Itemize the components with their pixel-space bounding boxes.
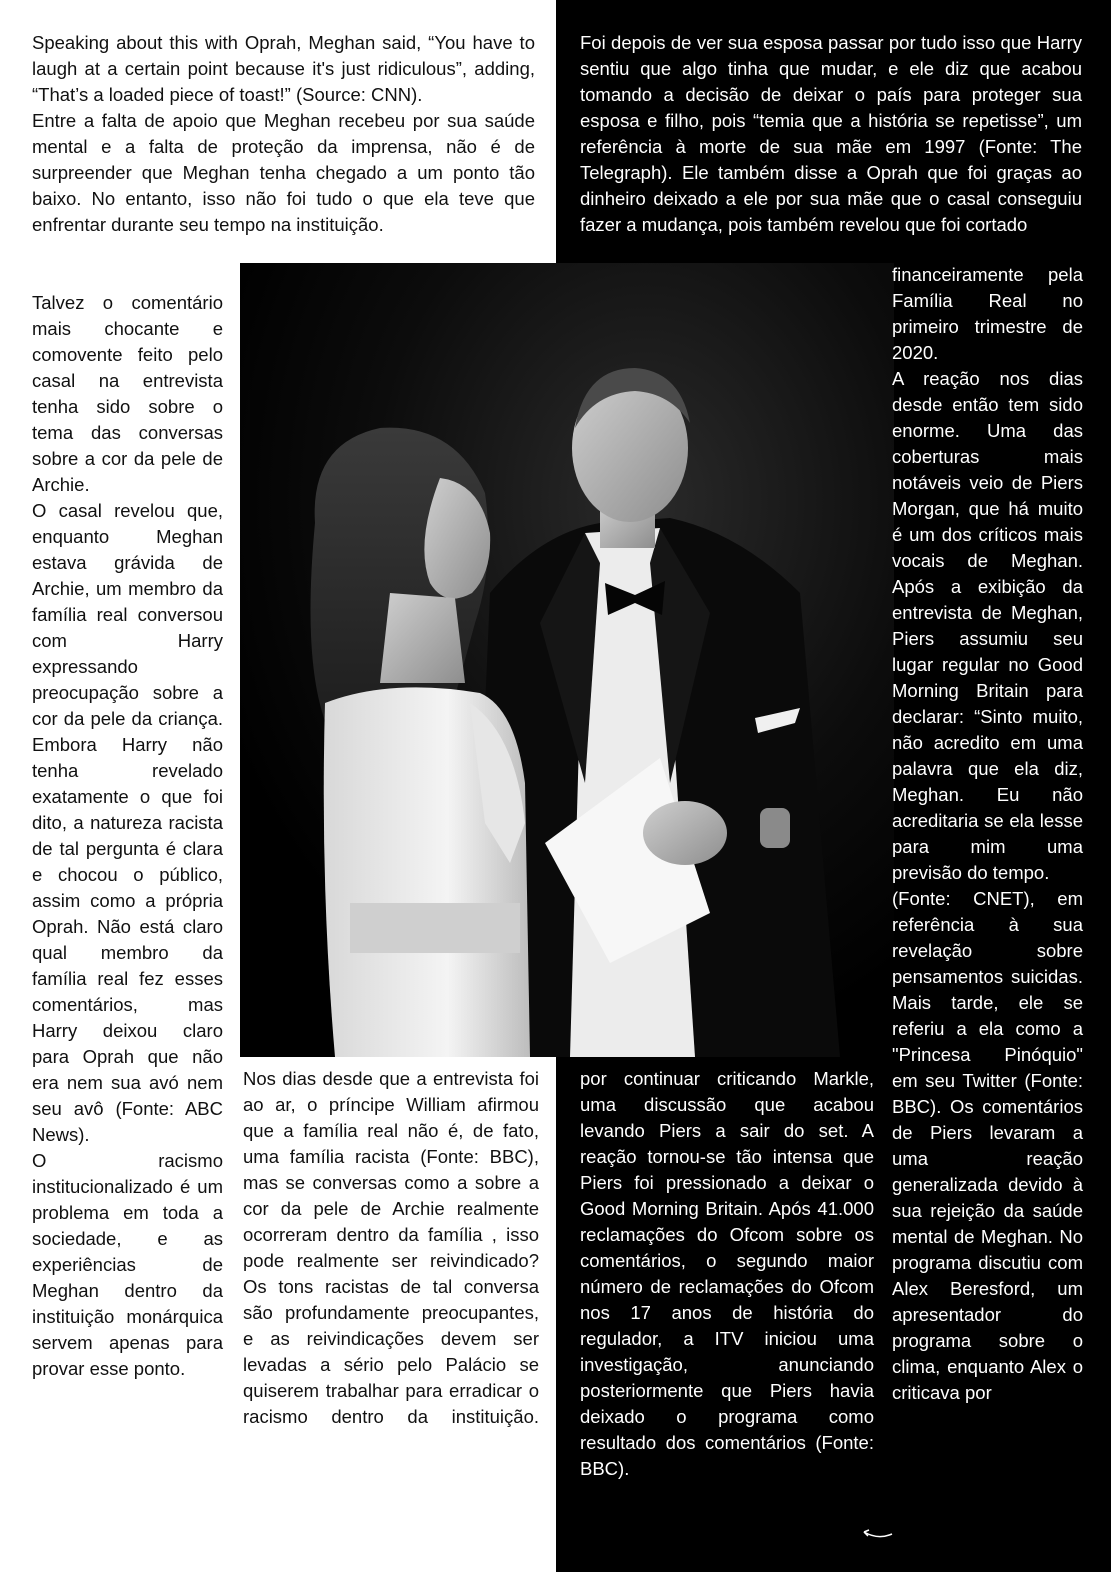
left-narrow-column [32,290,223,1382]
middle-bottom-text [243,1066,539,1430]
paragraph-couple-revealed: O casal revelou que, enquanto Meghan estava grávida de Archie, um membro da família real conversou com Harry expressando preocupação sobre a cor da pele da criança. Embora Harry não tenha revelado exatamente o que foi dito, a natureza racista de tal pergunta é clara e chocou o público, assim como a própria Oprah. Não está claro qual membro da família real fez esses comentários, mas Harry deixou claro para Oprah que não era nem sua avó nem seu avô (Fonte: ABC News). [32,500,223,1145]
left-top-text [32,30,535,238]
right-bottom-text [580,1066,874,1482]
paragraph-mental-health: Entre a falta de apoio que Meghan recebeu por sua saúde mental e a falta de proteção da imprensa, não é de surpreender que Meghan tenha chegado a um ponto tão baixo. No entanto, isso não foi tudo o que ela teve que enfrentar durante seu tempo na instituição. [32,110,535,235]
paragraph-oprah-quote: Speaking about this with Oprah, Meghan said, “You have to laugh at a certain point because it's just ridiculous”, adding, “That’s a loaded piece of toast!” (Source: CNN). [32,32,535,105]
right-narrow-column [892,262,1083,1406]
paragraph-skin-color: Talvez o comentário mais chocante e comovente feito pelo casal na entrevista tenha sido sobre o tema das conversas sobre a cor da pele de Archie. [32,292,223,495]
paragraph-william-statement: Nos dias desde que a entrevista foi ao ar, o príncipe William afirmou que a família real não é, de fato, uma família racista (Fonte: BBC), mas se conversas como a sobre a cor da pele de Archie realmente ocorreram dentro da família , isso pode realmente ser reivindicado? Os tons racistas de tal conversa são profundamente preocupantes, e as reivindicações devem ser levadas a sério pelo Palácio se quiserem trabalhar para erradicar o racismo dentro da instituição. [243,1068,539,1427]
paragraph-reaction: A reação nos dias desde então tem sido enorme. Uma das coberturas mais notáveis veio de Piers Morgan, que há muito é um dos críticos mais vocais de Meghan. Após a exibição da entrevista de Meghan, Piers assumiu seu lugar regular no Good Morning Britain para declarar: “Sinto muito, não acredito em uma palavra que ela diz, Meghan. Eu não acreditaria se ela lesse para mim uma previsão do tempo. [892,368,1083,883]
right-top-text [580,30,1082,238]
paragraph-cnet: (Fonte: CNET), em referência à sua revelação sobre pensamentos suicidas. Mais tarde, ele se referiu a ela como a "Princesa Pinóquio" em seu Twitter (Fonte: BBC). Os comentários de Piers levaram a uma reação generalizada devido à sua rejeição da saúde mental de Meghan. No programa discutiu com Alex Beresford, um apresentador do programa sobre o clima, enquanto Alex o criticava por [892,888,1083,1403]
paragraph-financially: financeiramente pela Família Real no primeiro trimestre de 2020. [892,264,1083,363]
paragraph-piers-reaction: por continuar criticando Markle, uma discussão que acabou levando Piers a sair do set. A reação tornou-se tão intensa que Piers foi pressionado a deixar o Good Morning Britain. Após 41.000 reclamações do Ofcom sobre os comentários, o segundo maior número de reclamações do Ofcom nos 17 anos de história do regulador, a ITV iniciou uma investigação, anunciando posteriormente que Piers havia deixado o programa como resultado dos comentários (Fonte: BBC). [580,1068,874,1479]
paragraph-harry-decision: Foi depois de ver sua esposa passar por tudo isso que Harry sentiu que algo tinha que mudar, e ele diz que acabou tomando a decisão de deixar o país para proteger sua esposa e filho, pois “temia que a história se repetisse”, um referência à morte de sua mãe em 1997 (Fonte: The Telegraph). Ele também disse a Oprah que foi graças ao dinheiro deixado a ele por sua mãe que o casal conseguiu fazer a mudança, pois também revelou que foi cortado [580,32,1082,235]
continue-arrow-icon [862,1528,896,1542]
paragraph-institutional-racism: O racismo institucionalizado é um problema em toda a sociedade, e as experiências de Meghan dentro da instituição monárquica servem apenas para provar esse ponto. [32,1150,223,1379]
photo-couple-icon [240,263,894,1057]
couple-photo [240,263,894,1057]
